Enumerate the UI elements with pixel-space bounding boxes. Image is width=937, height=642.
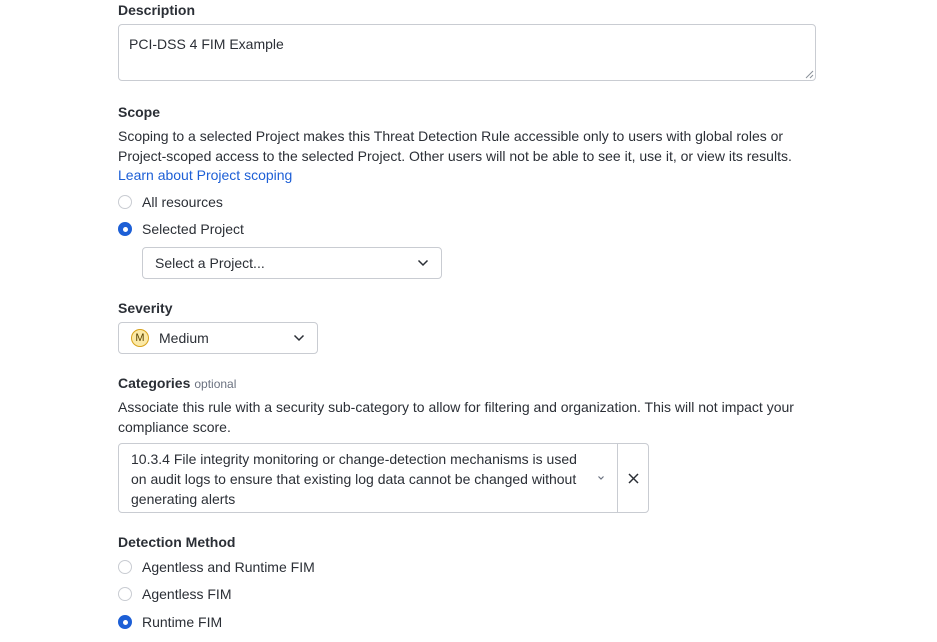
- caret-down-icon: [597, 475, 605, 481]
- radio-label: Agentless FIM: [142, 586, 232, 602]
- chevron-down-icon: [293, 334, 305, 342]
- project-select-placeholder: Select a Project...: [155, 255, 265, 271]
- categories-help-text: Associate this rule with a security sub-category to allow for filtering and organization. This will not impact your compliance score.: [118, 399, 794, 435]
- description-value: PCI-DSS 4 FIM Example: [129, 36, 284, 52]
- optional-tag: optional: [194, 377, 237, 391]
- severity-medium-badge: M: [131, 329, 149, 347]
- radio-selected-project[interactable]: [118, 220, 244, 238]
- radio-button[interactable]: [118, 560, 132, 574]
- radio-agentless-fim[interactable]: [118, 585, 231, 603]
- radio-label: Agentless and Runtime FIM: [142, 559, 315, 575]
- severity-label: Severity: [118, 300, 173, 316]
- radio-button[interactable]: [118, 587, 132, 601]
- categories-selected-text: 10.3.4 File integrity monitoring or change-detection mechanisms is used on audit logs to ensure that existing log data cannot be changed without generating alerts: [131, 451, 577, 507]
- resize-grip-icon[interactable]: [805, 70, 814, 79]
- clear-button[interactable]: [618, 444, 648, 512]
- severity-value: Medium: [159, 330, 209, 346]
- description-textarea[interactable]: [118, 24, 816, 81]
- project-select[interactable]: [142, 247, 442, 279]
- categories-label-text: Categories: [118, 375, 191, 391]
- radio-button[interactable]: [118, 195, 132, 209]
- categories-label: [118, 375, 236, 391]
- categories-selected-value[interactable]: [119, 444, 618, 512]
- description-label: Description: [118, 2, 196, 18]
- radio-button-checked[interactable]: [118, 615, 132, 629]
- radio-button-checked[interactable]: [118, 222, 132, 236]
- severity-select[interactable]: [118, 322, 318, 354]
- scope-help-body: Scoping to a selected Project makes this Threat Detection Rule accessible only to users with global roles or Project-scoped access to the selected Project. Other users will not be able to see it, use it, or view its results.: [118, 128, 792, 164]
- categories-combobox[interactable]: [118, 443, 649, 513]
- radio-label: Selected Project: [142, 221, 244, 237]
- scope-help-text: [118, 127, 823, 186]
- scope-label: Scope: [118, 104, 161, 120]
- radio-runtime-fim[interactable]: [118, 613, 222, 631]
- detection-method-label: Detection Method: [118, 534, 236, 550]
- close-icon: [628, 473, 639, 484]
- radio-agentless-and-runtime-fim[interactable]: [118, 558, 315, 576]
- radio-label: Runtime FIM: [142, 614, 223, 630]
- radio-label: All resources: [142, 194, 223, 210]
- radio-all-resources[interactable]: [118, 193, 223, 211]
- chevron-down-icon: [417, 259, 429, 267]
- project-scoping-link[interactable]: Learn about Project scoping: [118, 167, 293, 183]
